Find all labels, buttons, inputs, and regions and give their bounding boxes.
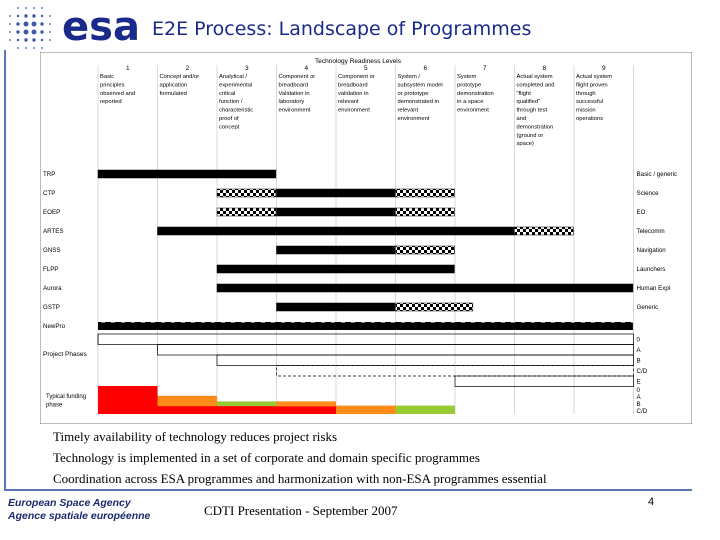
programme-bar-solid xyxy=(277,189,395,197)
trl-level-number: 5 xyxy=(363,65,368,72)
bullet-item: Coordination across ESA programmes and harmonization with non-ESA programmes essential xyxy=(53,471,547,486)
logo-dot xyxy=(9,31,11,33)
chart-title: Technology Readiness Levels xyxy=(315,58,401,65)
trl-level-description: Concept and/or application formulated xyxy=(159,74,200,97)
programme-bar-dashed xyxy=(98,322,633,330)
programme-name: Aurora xyxy=(43,285,62,292)
trl-level-number: 2 xyxy=(185,65,190,72)
logo-dot xyxy=(25,7,27,9)
logo-dot xyxy=(32,38,35,41)
logo-dot xyxy=(32,22,37,27)
programme-name: NewPro xyxy=(43,323,66,330)
logo-dot xyxy=(49,15,51,17)
programme-bar-solid xyxy=(277,303,395,311)
agency-name-english: European Space Agency xyxy=(8,497,131,509)
trl-level-description: Actual system completed and "flight qualified" through test and demonstration (ground or space) xyxy=(516,74,555,148)
programme-bar-solid xyxy=(277,246,395,254)
project-phase-label: A xyxy=(636,347,641,354)
logo-dot xyxy=(24,14,27,17)
programme-bar-solid xyxy=(158,227,514,235)
trl-level-description: Component or breadboard Validation in laboratory environment xyxy=(278,74,316,114)
project-phase-label: B xyxy=(636,357,641,365)
esa-logo xyxy=(4,2,154,52)
logo-dot xyxy=(49,31,51,33)
programme-name: EOEP xyxy=(43,209,61,216)
logo-dot xyxy=(9,15,11,17)
logo-dot xyxy=(24,22,29,27)
trl-landscape-chart xyxy=(40,52,692,424)
logo-dot xyxy=(41,15,43,17)
left-rule xyxy=(4,50,6,490)
logo-dot xyxy=(41,39,43,41)
programme-bar-checkered xyxy=(515,227,574,235)
funding-phase-label: A xyxy=(636,394,641,401)
trl-level-description: Analytical / experimental critical function / characteristic proof of concept xyxy=(219,74,254,131)
logo-wordmark: esa xyxy=(62,4,140,50)
bullet-item: Timely availability of technology reduces project risks xyxy=(53,429,338,444)
trl-level-number: 4 xyxy=(304,65,309,72)
funding-block xyxy=(158,406,337,414)
programme-domain-label: Basic / generic xyxy=(636,171,678,178)
programme-domain-label: EO xyxy=(636,209,646,216)
programme-domain-label: Science xyxy=(636,190,659,197)
programme-domain-label: Launchers xyxy=(636,266,666,273)
programme-name: CTP xyxy=(43,190,56,197)
presentation-footer: CDTI Presentation - September 2007 xyxy=(204,503,398,518)
funding-phase-title: Typical funding phase xyxy=(46,394,87,409)
programme-name: ARTES xyxy=(43,228,64,235)
logo-dot xyxy=(49,39,51,41)
bullet-list xyxy=(53,426,547,489)
project-phase-label: E xyxy=(636,378,641,386)
logo-dot xyxy=(32,30,37,35)
logo-dot xyxy=(32,14,35,17)
logo-dot xyxy=(25,47,27,49)
trl-level-number: 3 xyxy=(244,65,249,72)
logo-dot xyxy=(40,22,43,25)
logo-dot xyxy=(49,23,51,25)
funding-phase-label: 0 xyxy=(636,387,640,394)
logo-dot xyxy=(17,7,19,9)
programme-name: FLPP xyxy=(43,266,59,273)
programme-bar-solid xyxy=(217,265,454,273)
programme-bar-checkered xyxy=(396,208,455,216)
logo-dot xyxy=(24,30,29,35)
funding-phase-label: C/D xyxy=(636,408,648,415)
logo-dot xyxy=(33,47,35,49)
funding-phase-label: B xyxy=(636,401,641,408)
trl-level-description: System / subsystem model or prototype demonstrated in relevant environment xyxy=(397,74,443,122)
agency-name-french: Agence spatiale européenne xyxy=(8,510,151,522)
logo-dot xyxy=(16,22,19,25)
programme-bar-checkered xyxy=(396,303,473,311)
page-number: 4 xyxy=(648,496,655,508)
trl-level-number: 7 xyxy=(482,65,487,72)
logo-dot xyxy=(40,30,43,33)
project-phase-label: 0 xyxy=(636,336,640,344)
logo-dot xyxy=(33,7,35,9)
programme-bar-checkered xyxy=(217,208,276,216)
trl-level-number: 9 xyxy=(601,65,606,72)
trl-level-description: System prototype demonstration in a space environment xyxy=(457,74,494,114)
trl-level-description: Basic principles observed and reported xyxy=(100,74,136,106)
funding-block xyxy=(277,401,337,406)
project-phases-title: Project Phases xyxy=(43,351,87,358)
logo-dot xyxy=(16,30,19,33)
funding-block xyxy=(396,406,456,414)
programme-domain-label: Human Expl xyxy=(636,285,671,292)
trl-level-number: 8 xyxy=(542,65,547,72)
trl-level-number: 1 xyxy=(125,65,130,72)
programme-name: GSTP xyxy=(43,304,60,311)
programme-bar-checkered xyxy=(217,189,276,197)
trl-level-description: Actual system flight proven through successful mission operations xyxy=(576,74,613,122)
page-title: E2E Process: Landscape of Programmes xyxy=(152,18,532,40)
logo-dot xyxy=(9,23,11,25)
programme-name: TRP xyxy=(43,171,56,178)
logo-dot xyxy=(9,39,11,41)
programme-domain-label: Telecomm xyxy=(636,228,665,235)
programme-bar-solid xyxy=(277,208,395,216)
programme-bar-checkered xyxy=(396,189,455,197)
programme-domain-label: Navigation xyxy=(636,247,666,254)
project-phase-label: C/D xyxy=(636,368,648,375)
logo-dot xyxy=(17,47,19,49)
programme-bar-checkered xyxy=(396,246,455,254)
logo-dot xyxy=(41,7,43,9)
bottom-rule xyxy=(4,489,692,491)
logo-dot xyxy=(24,38,27,41)
programme-bar-solid xyxy=(98,170,276,178)
programme-name: GNSS xyxy=(43,247,61,254)
trl-level-description: Component or breadboard validation in relevant environment xyxy=(338,74,375,114)
logo-dot xyxy=(17,15,19,17)
programme-bar-solid xyxy=(217,284,633,292)
agency-name-logo xyxy=(8,497,150,523)
funding-block xyxy=(336,406,396,414)
trl-level-number: 6 xyxy=(423,65,428,72)
logo-dot xyxy=(41,47,43,49)
funding-block xyxy=(98,386,158,414)
logo-dot-pattern xyxy=(9,7,51,49)
programme-domain-label: Generic xyxy=(636,304,659,311)
bullet-item: Technology is implemented in a set of corporate and domain specific programmes xyxy=(53,450,480,465)
logo-dot xyxy=(17,39,19,41)
